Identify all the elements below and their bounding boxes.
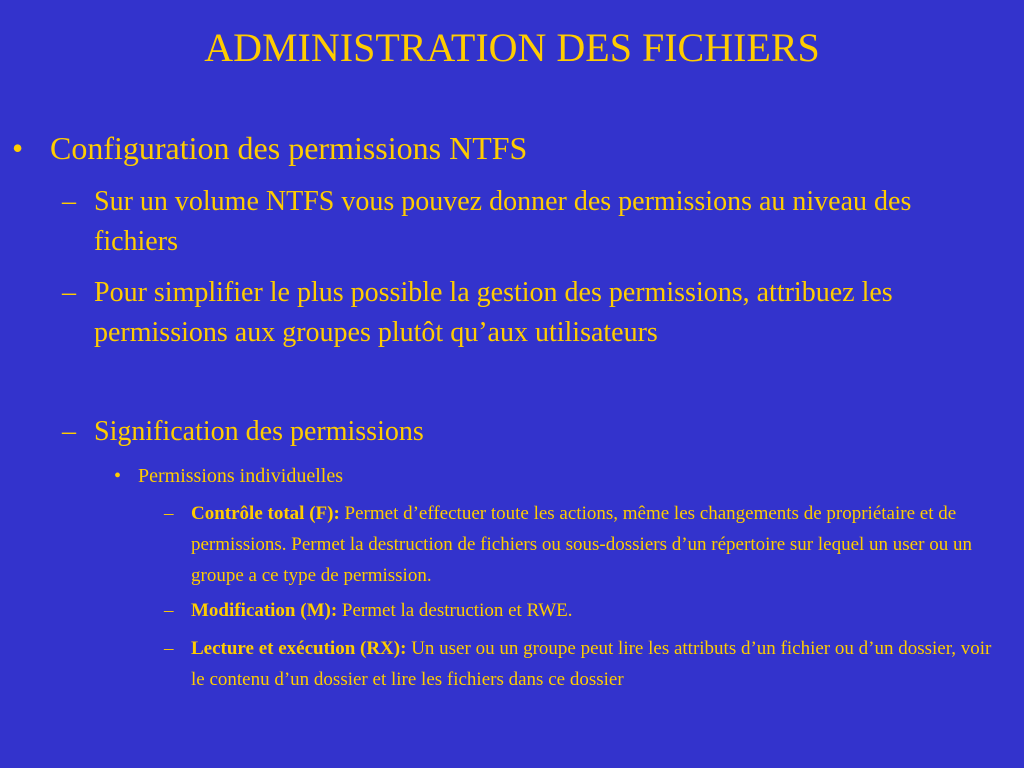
dash-marker: –	[164, 503, 174, 524]
sub-bullet-text: Pour simplifier le plus possible la gestion des permissions, attribuez les permissions aux groupes plutôt qu’aux utilisateurs	[94, 277, 893, 348]
perm-desc: Permet d’effectuer toute les actions, même les changements de propriétaire et de permissions. Permet la destruction de fichiers ou sous-dossiers d’un répertoire sur lequel un user ou un groupe a ce type de permission.	[191, 503, 972, 586]
sub-bullet-volume-ntfs	[62, 182, 962, 262]
perm-label: Modification (M):	[191, 600, 338, 621]
perm-controle-total	[164, 498, 1020, 591]
bullet-text: Configuration des permissions NTFS	[50, 130, 528, 166]
dash-marker: –	[62, 186, 76, 217]
perm-label: Lecture et exécution (RX):	[191, 638, 407, 659]
sub-bullet-text: Sur un volume NTFS vous pouvez donner des permissions au niveau des fichiers	[94, 186, 912, 257]
dash-marker: –	[62, 277, 76, 308]
perm-text	[191, 595, 1014, 626]
bullet-marker: •	[12, 130, 24, 166]
sub-bullet-signification	[62, 412, 962, 452]
perm-desc: Permet la destruction et RWE.	[337, 600, 573, 621]
bullet-configuration-ntfs	[12, 128, 992, 168]
slide-title: ADMINISTRATION DES FICHIERS	[204, 25, 820, 70]
perm-text	[191, 498, 1020, 591]
perm-desc: Un user ou un groupe peut lire les attributs d’un fichier ou d’un dossier, voir le contenu d’un dossier et lire les fichiers dans ce dossier	[191, 638, 992, 690]
bullet-text: Permissions individuelles	[138, 465, 343, 487]
dash-marker: –	[164, 638, 174, 659]
dash-marker: –	[164, 600, 174, 621]
bullet-marker: •	[114, 465, 122, 487]
perm-label: Contrôle total (F):	[191, 503, 340, 524]
sub-bullet-simplifier	[62, 273, 992, 353]
bullet-permissions-individuelles	[114, 461, 914, 491]
perm-modification	[164, 595, 1014, 626]
dash-marker: –	[62, 416, 76, 447]
perm-lecture-execution	[164, 633, 994, 695]
perm-text	[191, 633, 994, 695]
sub-bullet-text: Signification des permissions	[94, 416, 424, 447]
